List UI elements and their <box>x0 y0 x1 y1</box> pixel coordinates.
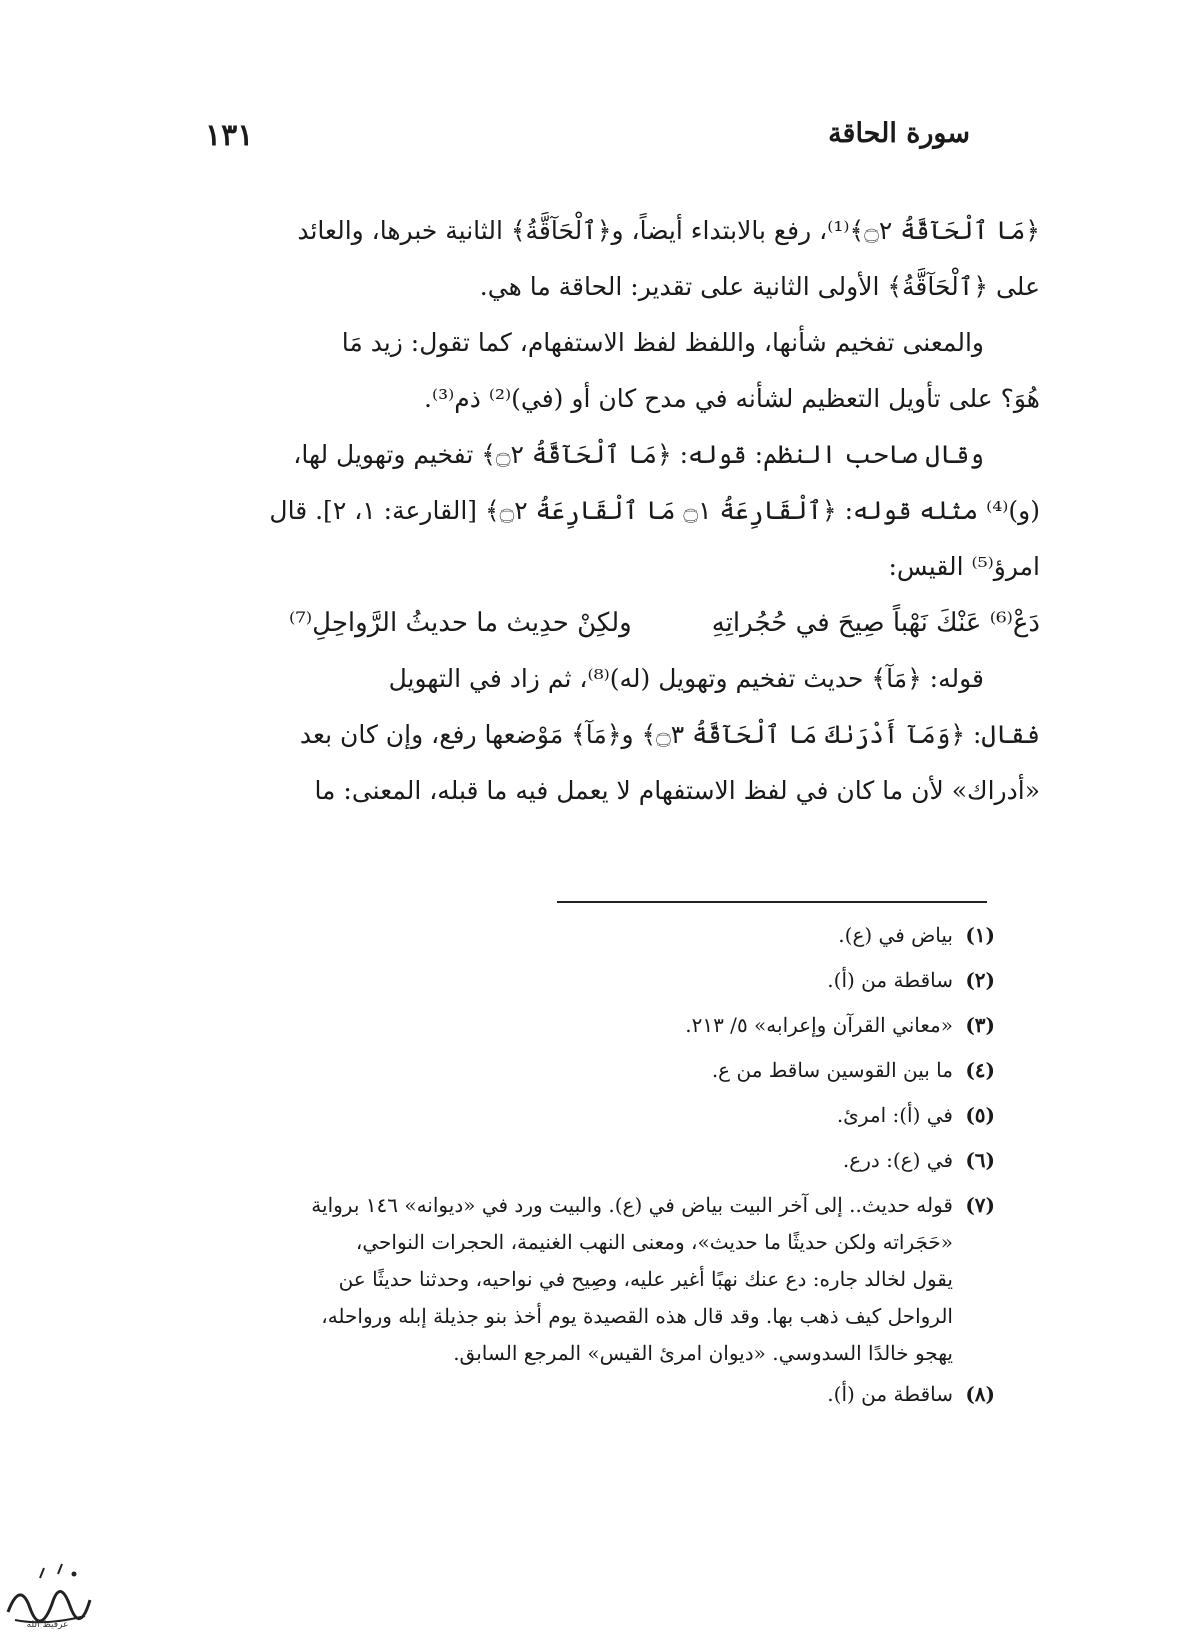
verse-first-hemistich: دَعْ⁽⁶⁾ عَنْكَ نَهْباً صِيحَ في حُجُراتِهِ <box>711 608 1040 638</box>
text-line: هُوَ؟ على تأويل التعظيم لشأنه في مدح كان أو (في)⁽²⁾ ذم⁽³⁾. <box>424 384 1040 413</box>
footnote-text: في (ع): درع. <box>842 1148 953 1172</box>
footnote <box>135 1187 995 1372</box>
footnote-text-line: يقول لخالد جاره: دع عنك نهبًا أغير عليه، وصِيح في نواحيه، وحدثنا حديثًا عن <box>338 1267 953 1291</box>
footnote-text <box>135 1187 953 1372</box>
footnote-text: ما بين القوسين ساقط من ع. <box>711 1058 953 1082</box>
footnote <box>135 1003 995 1048</box>
footnote-number: (٣) <box>965 1013 995 1037</box>
footnote-text: ساقطة من (أ). <box>827 968 953 992</box>
footnote <box>135 1138 995 1183</box>
surah-title: سورة الحاقة <box>828 118 970 149</box>
text-line: «أدراك» لأن ما كان في لفظ الاستفهام لا يعمل فيه ما قبله، المعنى: ما <box>314 776 1040 805</box>
footnotes <box>135 913 995 1417</box>
footnote-number: (٨) <box>965 1382 995 1406</box>
main-text <box>140 203 1040 819</box>
footnote-number: (١) <box>965 923 995 947</box>
text-line: امرؤ⁽⁵⁾ القيس: <box>888 552 1040 581</box>
footnote-divider <box>557 901 987 903</box>
footnote-text: ساقطة من (أ). <box>827 1382 953 1406</box>
text-line: قوله: ﴿مَآ﴾ حديث تفخيم وتهويل (له)⁽⁸⁾، ثم زاد في التهويل <box>388 664 984 693</box>
text-line: (و)⁽⁴⁾ مثله قوله: ﴿ٱلْقَارِعَةُ ۝١ مَا ٱلْقَارِعَةُ ۝٢﴾ [القارعة: ١، ٢]. قال <box>269 496 1040 525</box>
text-line: ﴿مَا ٱلْحَآقَّةُ ۝٢﴾⁽¹⁾، رفع بالابتداء أيضاً، و﴿ٱلْحَآقَّةُ﴾ الثانية خبرها، والعائد <box>297 216 1040 245</box>
footnote-number: (٤) <box>965 1058 995 1082</box>
footnote-text-line: الرواحل كيف ذهب بها. وقد قال هذه القصيدة يوم أخذ بنو جذيلة إبله ورواحله، <box>321 1304 953 1328</box>
footnote <box>135 913 995 958</box>
footnote <box>135 1372 995 1417</box>
footnote-text-line: يهجو خالدًا السدوسي. «ديوان امرئ القيس» المرجع السابق. <box>453 1341 953 1365</box>
footnote <box>135 1093 995 1138</box>
footnote-text: في (أ): امرئ. <box>836 1103 953 1127</box>
footnote-number: (٢) <box>965 968 995 992</box>
footnote <box>135 958 995 1003</box>
text-line: وقال صاحب النظم: قوله: ﴿مَا ٱلْحَآقَّةُ ۝٢﴾ تفخيم وتهويل لها، <box>293 440 984 469</box>
footnote-number: (٧) <box>965 1193 995 1217</box>
stamp-label: عرفيظ الله <box>26 1620 69 1630</box>
footnote-text-line: «حَجَراته ولكن حديثًا ما حديث»، ومعنى النهب الغنيمة، الحجرات النواحي، <box>355 1230 953 1254</box>
verse-second-hemistich: ولكِنْ حدِيث ما حديثُ الرَّواحِلِ⁽⁷⁾ <box>288 608 632 638</box>
footnote-number: (٦) <box>965 1148 995 1172</box>
footnote-number: (٥) <box>965 1103 995 1127</box>
footnote <box>135 1048 995 1093</box>
page-number: ١٣١ <box>205 118 254 153</box>
text-line: فقال: ﴿وَمَآ أَدْرَىٰكَ مَا ٱلْحَآقَّةُ ۝٣﴾ و﴿مَآ﴾ مَوْضعها رفع، وإن كان بعد <box>299 720 1040 749</box>
footnote-text-line: قوله حديث.. إلى آخر البيت بياض في (ع). والبيت ورد في «ديوانه» ١٤٦ برواية <box>311 1193 953 1217</box>
footnote-text: بياض في (ع). <box>838 923 953 947</box>
text-line: والمعنى تفخيم شأنها، واللفظ لفظ الاستفهام، كما تقول: زيد مَا <box>341 328 984 357</box>
poetry-verse <box>140 595 1040 651</box>
text-line: على ﴿ٱلْحَآقَّةُ﴾ الأولى الثانية على تقدير: الحاقة ما هي. <box>479 272 1040 301</box>
footnote-text: «معاني القرآن وإعرابه» ٥/ ٢١٣. <box>685 1013 953 1037</box>
